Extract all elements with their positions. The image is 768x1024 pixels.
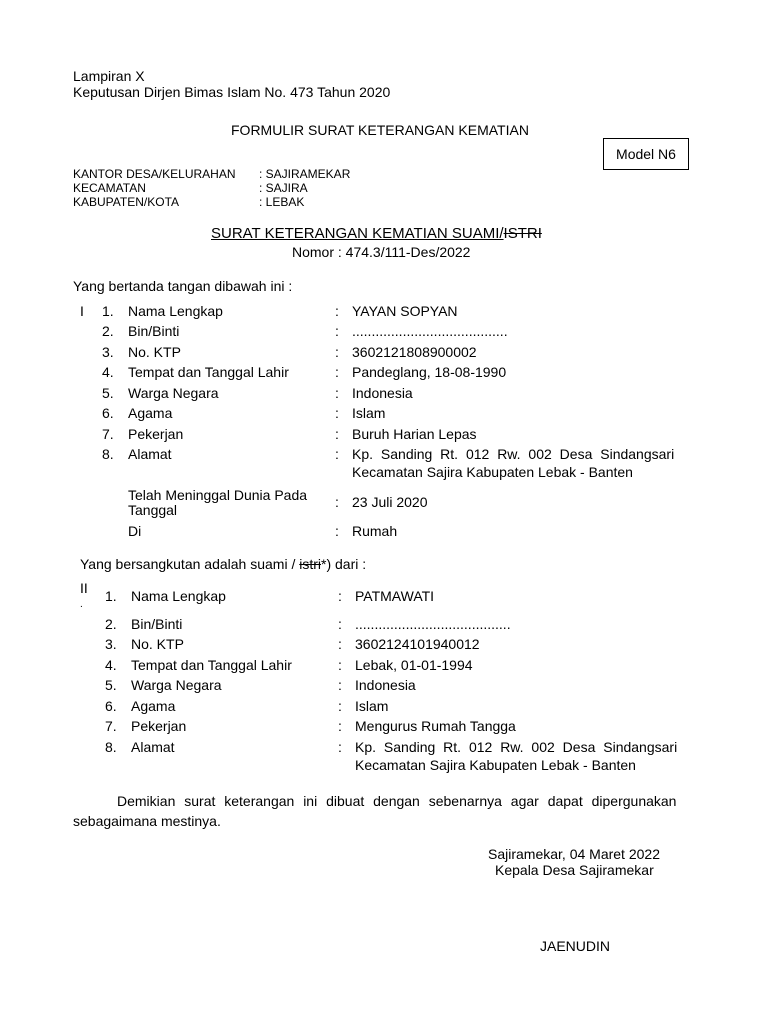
- s1-row-colon: :: [335, 364, 339, 380]
- s1-row-value: 3602121808900002: [352, 344, 477, 360]
- s1-row-num: 7.: [102, 426, 114, 442]
- s1-row-colon: :: [335, 426, 339, 442]
- s2-row-value: Lebak, 01-01-1994: [355, 657, 473, 673]
- s2-row-colon: :: [338, 588, 342, 604]
- s2-row-value: ........................................: [355, 616, 511, 632]
- place-value: Rumah: [352, 523, 398, 539]
- relation-after: *) dari :: [321, 556, 367, 572]
- s2-row-colon: :: [338, 739, 342, 755]
- s2-row-value: Mengurus Rumah Tangga: [355, 718, 516, 734]
- letter-number: Nomor : 474.3/111-Des/2022: [292, 244, 471, 260]
- s1-row-label: Warga Negara: [128, 385, 219, 401]
- s2-row-value: Islam: [355, 698, 389, 714]
- s2-row-colon: :: [338, 657, 342, 673]
- s2-row-label: Tempat dan Tanggal Lahir: [131, 657, 292, 673]
- s1-row-num: 4.: [102, 364, 114, 380]
- s1-row-value: Buruh Harian Lepas: [352, 426, 477, 442]
- s2-row-label: Warga Negara: [131, 677, 222, 693]
- s1-row-num: 8.: [102, 446, 114, 462]
- closing-line1: Demikian surat keterangan ini dibuat dengan sebenarnya agar dapat dipergunakan: [117, 793, 677, 809]
- model-label: Model N6: [616, 146, 676, 162]
- s1-row-num: 2.: [102, 323, 114, 339]
- attachment-label: Lampiran X: [73, 68, 145, 84]
- s2-address-line1: Kp. Sanding Rt. 012 Rw. 002 Desa Sindangsari: [355, 739, 678, 755]
- s1-row-colon: :: [335, 405, 339, 421]
- section2-roman-dot: .: [80, 599, 83, 610]
- s1-row-value: Islam: [352, 405, 386, 421]
- s2-row-label: No. KTP: [131, 636, 184, 652]
- relation-before: Yang bersangkutan adalah suami /: [80, 556, 300, 572]
- s1-row-colon: :: [335, 323, 339, 339]
- s1-row-num: 3.: [102, 344, 114, 360]
- signature-place-date: Sajiramekar, 04 Maret 2022: [488, 846, 660, 862]
- death-colon: :: [335, 494, 339, 510]
- s2-row-value: PATMAWATI: [355, 588, 435, 604]
- office-label-kabupaten: KABUPATEN/KOTA: [73, 195, 180, 209]
- office-value-desa: : SAJIRAMEKAR: [259, 167, 351, 181]
- s2-row-num: 7.: [105, 718, 117, 734]
- s2-address-line2: Kecamatan Sajira Kabupaten Lebak - Banten: [355, 757, 636, 773]
- s2-row-colon: :: [338, 698, 342, 714]
- s1-row-label: Bin/Binti: [128, 323, 180, 339]
- s1-address-line2: Kecamatan Sajira Kabupaten Lebak - Banten: [352, 464, 633, 480]
- office-value-kecamatan: : SAJIRA: [259, 181, 308, 195]
- s2-row-num: 2.: [105, 616, 117, 632]
- s2-row-num: 3.: [105, 636, 117, 652]
- letter-title-struck: ISTRI: [503, 225, 542, 242]
- letter-title-main: SURAT KETERANGAN KEMATIAN SUAMI/: [211, 225, 504, 242]
- s1-row-label: Nama Lengkap: [128, 303, 223, 319]
- s1-row-colon: :: [335, 303, 339, 319]
- signature-name: JAENUDIN: [540, 938, 611, 954]
- death-date: 23 Juli 2020: [352, 494, 428, 510]
- death-label-line2: Tanggal: [128, 502, 178, 518]
- s2-row-num: 4.: [105, 657, 117, 673]
- office-label-kecamatan: KECAMATAN: [73, 181, 146, 195]
- s1-row-label: Agama: [128, 405, 173, 421]
- s2-row-label: Alamat: [131, 739, 175, 755]
- s2-row-value: 3602124101940012: [355, 636, 480, 652]
- signature-position: Kepala Desa Sajiramekar: [495, 862, 654, 878]
- s2-row-label: Bin/Binti: [131, 616, 183, 632]
- s1-row-num: 1.: [102, 303, 114, 319]
- s2-row-colon: :: [338, 677, 342, 693]
- form-title: FORMULIR SURAT KETERANGAN KEMATIAN: [231, 122, 529, 138]
- s2-row-colon: :: [338, 616, 342, 632]
- section2-roman: II: [80, 580, 88, 596]
- s1-row-value: Indonesia: [352, 385, 413, 401]
- s1-row-value: ........................................: [352, 323, 508, 339]
- s2-row-label: Nama Lengkap: [131, 588, 226, 604]
- s1-row-colon: :: [335, 385, 339, 401]
- death-label-line1: Telah Meninggal Dunia Pada: [128, 487, 308, 503]
- s2-row-colon: :: [338, 718, 342, 734]
- s2-row-colon: :: [338, 636, 342, 652]
- s1-row-label: Alamat: [128, 446, 172, 462]
- s1-row-value: Pandeglang, 18-08-1990: [352, 364, 507, 380]
- s2-row-value: Indonesia: [355, 677, 416, 693]
- s1-row-value: YAYAN SOPYAN: [352, 303, 458, 319]
- model-box: [603, 138, 689, 170]
- office-value-kabupaten: : LEBAK: [259, 195, 305, 209]
- place-colon: :: [335, 523, 339, 539]
- s2-row-num: 8.: [105, 739, 117, 755]
- letter-title: [211, 226, 542, 242]
- s1-row-label: Tempat dan Tanggal Lahir: [128, 364, 289, 380]
- section1-roman: I: [80, 303, 84, 319]
- s1-row-colon: :: [335, 446, 339, 462]
- closing-line2: sebagaimana mestinya.: [73, 813, 221, 829]
- s2-row-num: 1.: [105, 588, 117, 604]
- s2-row-num: 5.: [105, 677, 117, 693]
- s1-row-num: 5.: [102, 385, 114, 401]
- s1-row-num: 6.: [102, 405, 114, 421]
- s2-row-label: Agama: [131, 698, 176, 714]
- relation-text: [80, 556, 366, 572]
- intro-text: Yang bertanda tangan dibawah ini :: [73, 278, 293, 294]
- relation-struck: istri: [299, 556, 322, 572]
- decree-reference: Keputusan Dirjen Bimas Islam No. 473 Tahun 2020: [73, 84, 391, 100]
- s1-row-colon: :: [335, 344, 339, 360]
- office-label-desa: KANTOR DESA/KELURAHAN: [73, 167, 236, 181]
- s2-row-num: 6.: [105, 698, 117, 714]
- place-label: Di: [128, 523, 142, 539]
- s2-row-label: Pekerjan: [131, 718, 187, 734]
- s1-row-label: Pekerjan: [128, 426, 184, 442]
- s1-row-label: No. KTP: [128, 344, 181, 360]
- s1-address-line1: Kp. Sanding Rt. 012 Rw. 002 Desa Sindangsari: [352, 446, 675, 462]
